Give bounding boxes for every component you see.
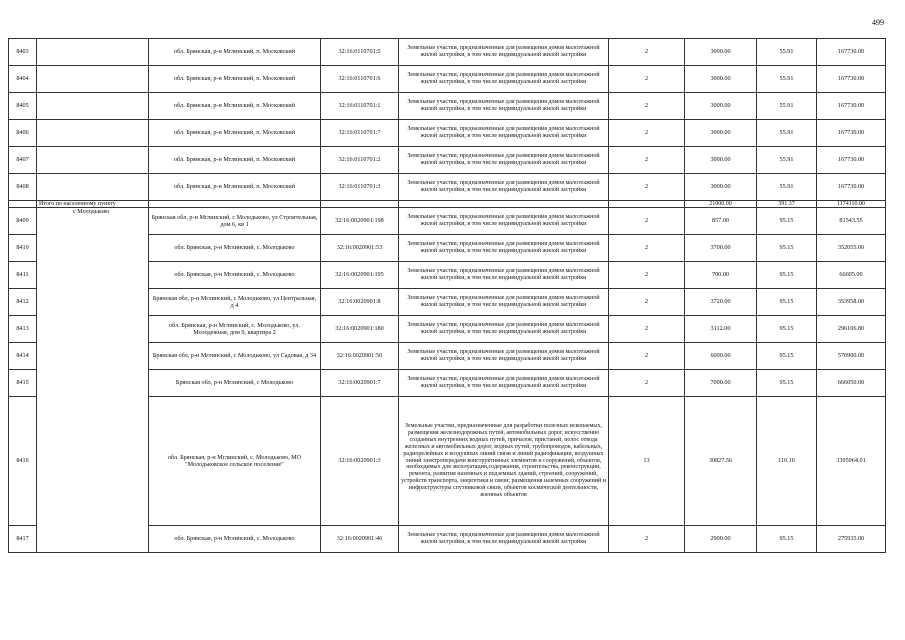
empty-cell bbox=[321, 201, 399, 208]
land-use-category-cell: Земельные участки, предназначенные для размещения домов малоэтажной жилой застройки, в том числе индивидуальной жилой застройки bbox=[399, 235, 609, 262]
land-use-category-cell: Земельные участки, предназначенные для размещения домов малоэтажной жилой застройки, в том числе индивидуальной жилой застройки bbox=[399, 343, 609, 370]
cadastral-number-cell: 32:16:0020901:195 bbox=[321, 262, 399, 289]
locality-cell bbox=[37, 120, 149, 147]
land-use-category-cell: Земельные участки, предназначенные для размещения домов малоэтажной жилой застройки, в том числе индивидуальной жилой застройки bbox=[399, 316, 609, 343]
cadastral-number-cell: 32:16:0020901:50 bbox=[321, 343, 399, 370]
cadastral-number-cell: 32:16:0020901:8 bbox=[321, 289, 399, 316]
address-cell: Брянская обл, р-н Мглинский, с Молодьково, ул Центральная, д 4 bbox=[149, 289, 321, 316]
row-number-cell: 8412 bbox=[9, 289, 37, 316]
cadastral-value-cell: 3395964.01 bbox=[817, 397, 886, 526]
cadastral-value-cell: 275935.00 bbox=[817, 526, 886, 553]
group-code-cell: 2 bbox=[609, 39, 685, 66]
cadastral-number-cell: 32:16:0020901:46 bbox=[321, 526, 399, 553]
area-cell: 3000.00 bbox=[685, 147, 757, 174]
group-code-cell: 2 bbox=[609, 370, 685, 397]
group-code-cell: 2 bbox=[609, 120, 685, 147]
land-use-category-cell: Земельные участки, предназначенные для размещения домов малоэтажной жилой застройки, в том числе индивидуальной жилой застройки bbox=[399, 120, 609, 147]
locality-cell bbox=[37, 93, 149, 120]
specific-value-cell: 55.91 bbox=[757, 147, 817, 174]
group-code-cell: 2 bbox=[609, 147, 685, 174]
locality-cell bbox=[37, 66, 149, 93]
address-cell: обл. Брянская, р-н Мглинский, п. Московский bbox=[149, 93, 321, 120]
table-row bbox=[9, 120, 886, 147]
land-use-category-cell: Земельные участки, предназначенные для размещения домов малоэтажной жилой застройки, в том числе индивидуальной жилой застройки bbox=[399, 93, 609, 120]
cadastral-number-cell: 32:16:0110701:7 bbox=[321, 120, 399, 147]
address-cell: обл. Брянская, р-н Мглинский, п. Московский bbox=[149, 120, 321, 147]
cadastral-value-cell: 570900.00 bbox=[817, 343, 886, 370]
cadastral-value-cell: 66605.00 bbox=[817, 262, 886, 289]
group-code-cell: 2 bbox=[609, 343, 685, 370]
specific-value-cell: 95.15 bbox=[757, 208, 817, 235]
specific-value-cell: 55.91 bbox=[757, 39, 817, 66]
row-number-cell: 8414 bbox=[9, 343, 37, 370]
cadastral-number-cell: 32:16:0110701:5 bbox=[321, 39, 399, 66]
address-cell: обл. Брянская, р-н Мглинский, с. Молодьково, ул. Молодежная, дом 9, квартира 2 bbox=[149, 316, 321, 343]
area-cell: 7000.00 bbox=[685, 370, 757, 397]
cadastral-value-cell: 167730.00 bbox=[817, 39, 886, 66]
land-use-category-cell: Земельные участки, предназначенные для размещения домов малоэтажной жилой застройки, в том числе индивидуальной жилой застройки bbox=[399, 370, 609, 397]
cadastral-value-table bbox=[8, 38, 886, 553]
cadastral-number-cell: 32:16:0110701:2 bbox=[321, 147, 399, 174]
group-code-cell: 2 bbox=[609, 526, 685, 553]
row-number-cell: 8408 bbox=[9, 174, 37, 201]
area-cell: 6000.00 bbox=[685, 343, 757, 370]
cadastral-value-cell: 296106.80 bbox=[817, 316, 886, 343]
cadastral-value-cell: 167730.00 bbox=[817, 93, 886, 120]
specific-value-cell: 95.15 bbox=[757, 370, 817, 397]
row-number-cell: 8417 bbox=[9, 526, 37, 553]
empty-cell bbox=[399, 201, 609, 208]
row-number-cell: 8413 bbox=[9, 316, 37, 343]
specific-value-cell: 55.91 bbox=[757, 120, 817, 147]
area-cell: 3000.00 bbox=[685, 120, 757, 147]
specific-value-cell: 95.15 bbox=[757, 262, 817, 289]
cadastral-value-cell: 353958.00 bbox=[817, 289, 886, 316]
land-use-category-cell: Земельные участки, предназначенные для размещения домов малоэтажной жилой застройки, в том числе индивидуальной жилой застройки bbox=[399, 208, 609, 235]
row-number-cell: 8411 bbox=[9, 262, 37, 289]
group-code-cell: 2 bbox=[609, 316, 685, 343]
group-code-cell: 13 bbox=[609, 397, 685, 526]
locality-cell bbox=[37, 147, 149, 174]
cadastral-number-cell: 32:16:0110701:3 bbox=[321, 174, 399, 201]
cadastral-number-cell: 32:16:0020901:53 bbox=[321, 235, 399, 262]
group-code-cell: 2 bbox=[609, 208, 685, 235]
row-number-cell: 8406 bbox=[9, 120, 37, 147]
row-number-cell: 8416 bbox=[9, 397, 37, 526]
cadastral-number-cell: 32:16:0020901:198 bbox=[321, 208, 399, 235]
area-cell: 30827.56 bbox=[685, 397, 757, 526]
cadastral-value-cell: 167730.00 bbox=[817, 174, 886, 201]
specific-value-cell: 95.15 bbox=[757, 343, 817, 370]
row-number-cell bbox=[9, 201, 37, 208]
cadastral-number-cell: 32:16:0020901:180 bbox=[321, 316, 399, 343]
address-cell: обл. Брянская, р-н Мглинский, п. Московский bbox=[149, 174, 321, 201]
specific-value-cell: 95.15 bbox=[757, 316, 817, 343]
address-cell: обл. Брянская, р-н Мглинский, с. Молодьково bbox=[149, 526, 321, 553]
address-cell: обл. Брянская, р-н Мглинский, с. Молодьково bbox=[149, 235, 321, 262]
row-number-cell: 8415 bbox=[9, 370, 37, 397]
land-use-category-cell: Земельные участки, предназначенные для размещения домов малоэтажной жилой застройки, в том числе индивидуальной жилой застройки bbox=[399, 262, 609, 289]
area-cell: 700.00 bbox=[685, 262, 757, 289]
address-cell: Брянская обл, р-н Мглинский, с Молодьково, ул Строительная, дом 6, кв 1 bbox=[149, 208, 321, 235]
subtotal-rate: 391.37 bbox=[757, 201, 817, 208]
specific-value-cell: 95.15 bbox=[757, 289, 817, 316]
table-row bbox=[9, 208, 886, 235]
address-cell: обл. Брянская, р-н Мглинский, п. Московский bbox=[149, 147, 321, 174]
locality-name: с Молодьково bbox=[37, 208, 149, 553]
subtotal-area: 21000.00 bbox=[685, 201, 757, 208]
specific-value-cell: 55.91 bbox=[757, 93, 817, 120]
address-cell: обл. Брянская, р-н Мглинский, п. Московский bbox=[149, 39, 321, 66]
specific-value-cell: 95.15 bbox=[757, 235, 817, 262]
land-use-category-cell: Земельные участки, предназначенные для размещения домов малоэтажной жилой застройки, в том числе индивидуальной жилой застройки bbox=[399, 174, 609, 201]
land-use-category-cell: Земельные участки, предназначенные для размещения домов малоэтажной жилой застройки, в том числе индивидуальной жилой застройки bbox=[399, 66, 609, 93]
specific-value-cell: 95.15 bbox=[757, 526, 817, 553]
area-cell: 3000.00 bbox=[685, 39, 757, 66]
row-number-cell: 8403 bbox=[9, 39, 37, 66]
table-row bbox=[9, 93, 886, 120]
group-code-cell: 2 bbox=[609, 66, 685, 93]
address-cell: обл. Брянская, р-н Мглинский, с. Молодьково, МО "Молодьковское сельское поселение" bbox=[149, 397, 321, 526]
cadastral-value-cell: 666050.00 bbox=[817, 370, 886, 397]
row-number-cell: 8409 bbox=[9, 208, 37, 235]
address-cell: обл. Брянская, р-н Мглинский, с. Молодьково bbox=[149, 262, 321, 289]
area-cell: 3720.00 bbox=[685, 289, 757, 316]
land-use-category-cell: Земельные участки, предназначенные для размещения домов малоэтажной жилой застройки, в том числе индивидуальной жилой застройки bbox=[399, 147, 609, 174]
cadastral-number-cell: 32:16:0020901:7 bbox=[321, 370, 399, 397]
empty-cell bbox=[609, 201, 685, 208]
area-cell: 3000.00 bbox=[685, 174, 757, 201]
area-cell: 857.00 bbox=[685, 208, 757, 235]
cadastral-number-cell: 32:16:0110701:1 bbox=[321, 93, 399, 120]
area-cell: 3000.00 bbox=[685, 66, 757, 93]
specific-value-cell: 55.91 bbox=[757, 66, 817, 93]
area-cell: 3000.00 bbox=[685, 93, 757, 120]
land-use-category-cell: Земельные участки, предназначенные для размещения домов малоэтажной жилой застройки, в том числе индивидуальной жилой застройки bbox=[399, 39, 609, 66]
cadastral-value-cell: 167730.00 bbox=[817, 66, 886, 93]
group-code-cell: 2 bbox=[609, 93, 685, 120]
land-use-category-cell: Земельные участки, предназначенные для разработки полезных ископаемых, размещения железнодорожных путей, автомобильных дорог, искусственно созданных внутренних водных путей, причалов, пристаней, полос отвода железных и автомобильных дорог, водных путей, трубопроводов, кабельных, радиорелейных и воздушных линий связи и линий радиофикации, воздушных линий электропередачи конструктивных элементов и сооружений, объектов, необходимых для эксплуатации,содержания, строительства, реконструкции, ремонта, развития наземных и подземных зданий, строений, сооружений, устройств транспорта, энергетики и связи; размещения наземных сооружений и инфраструктуры спутниковой связи, объектов космической деятельности, военных объектов bbox=[399, 397, 609, 526]
cadastral-value-cell: 81543.55 bbox=[817, 208, 886, 235]
group-code-cell: 2 bbox=[609, 235, 685, 262]
address-cell: обл. Брянская, р-н Мглинский, п. Московский bbox=[149, 66, 321, 93]
subtotal-label: Итого по населенному пункту bbox=[37, 201, 149, 208]
cadastral-value-cell: 167730.00 bbox=[817, 147, 886, 174]
table-row bbox=[9, 174, 886, 201]
table-row bbox=[9, 147, 886, 174]
row-number-cell: 8404 bbox=[9, 66, 37, 93]
table-row bbox=[9, 66, 886, 93]
group-code-cell: 2 bbox=[609, 289, 685, 316]
subtotal-value: 1174110.00 bbox=[817, 201, 886, 208]
cadastral-number-cell: 32:16:0020901:3 bbox=[321, 397, 399, 526]
table-row bbox=[9, 39, 886, 66]
empty-cell bbox=[149, 201, 321, 208]
area-cell: 3112.00 bbox=[685, 316, 757, 343]
land-use-category-cell: Земельные участки, предназначенные для размещения домов малоэтажной жилой застройки, в том числе индивидуальной жилой застройки bbox=[399, 526, 609, 553]
group-code-cell: 2 bbox=[609, 174, 685, 201]
cadastral-number-cell: 32:16:0110701:6 bbox=[321, 66, 399, 93]
address-cell: Брянская обл, р-н Мглинский, с Молодьково bbox=[149, 370, 321, 397]
land-use-category-cell: Земельные участки, предназначенные для размещения домов малоэтажной жилой застройки, в том числе индивидуальной жилой застройки bbox=[399, 289, 609, 316]
area-cell: 2900.00 bbox=[685, 526, 757, 553]
area-cell: 3700.00 bbox=[685, 235, 757, 262]
locality-cell bbox=[37, 39, 149, 66]
specific-value-cell: 110.16 bbox=[757, 397, 817, 526]
row-number-cell: 8407 bbox=[9, 147, 37, 174]
cadastral-value-cell: 167730.00 bbox=[817, 120, 886, 147]
row-number-cell: 8410 bbox=[9, 235, 37, 262]
page-number: 499 bbox=[872, 18, 884, 27]
cadastral-value-cell: 352055.00 bbox=[817, 235, 886, 262]
address-cell: Брянская обл, р-н Мглинский, с Молодьково, ул Садовая, д 34 bbox=[149, 343, 321, 370]
locality-cell bbox=[37, 174, 149, 201]
subtotal-row bbox=[9, 201, 886, 208]
specific-value-cell: 55.91 bbox=[757, 174, 817, 201]
row-number-cell: 8405 bbox=[9, 93, 37, 120]
group-code-cell: 2 bbox=[609, 262, 685, 289]
